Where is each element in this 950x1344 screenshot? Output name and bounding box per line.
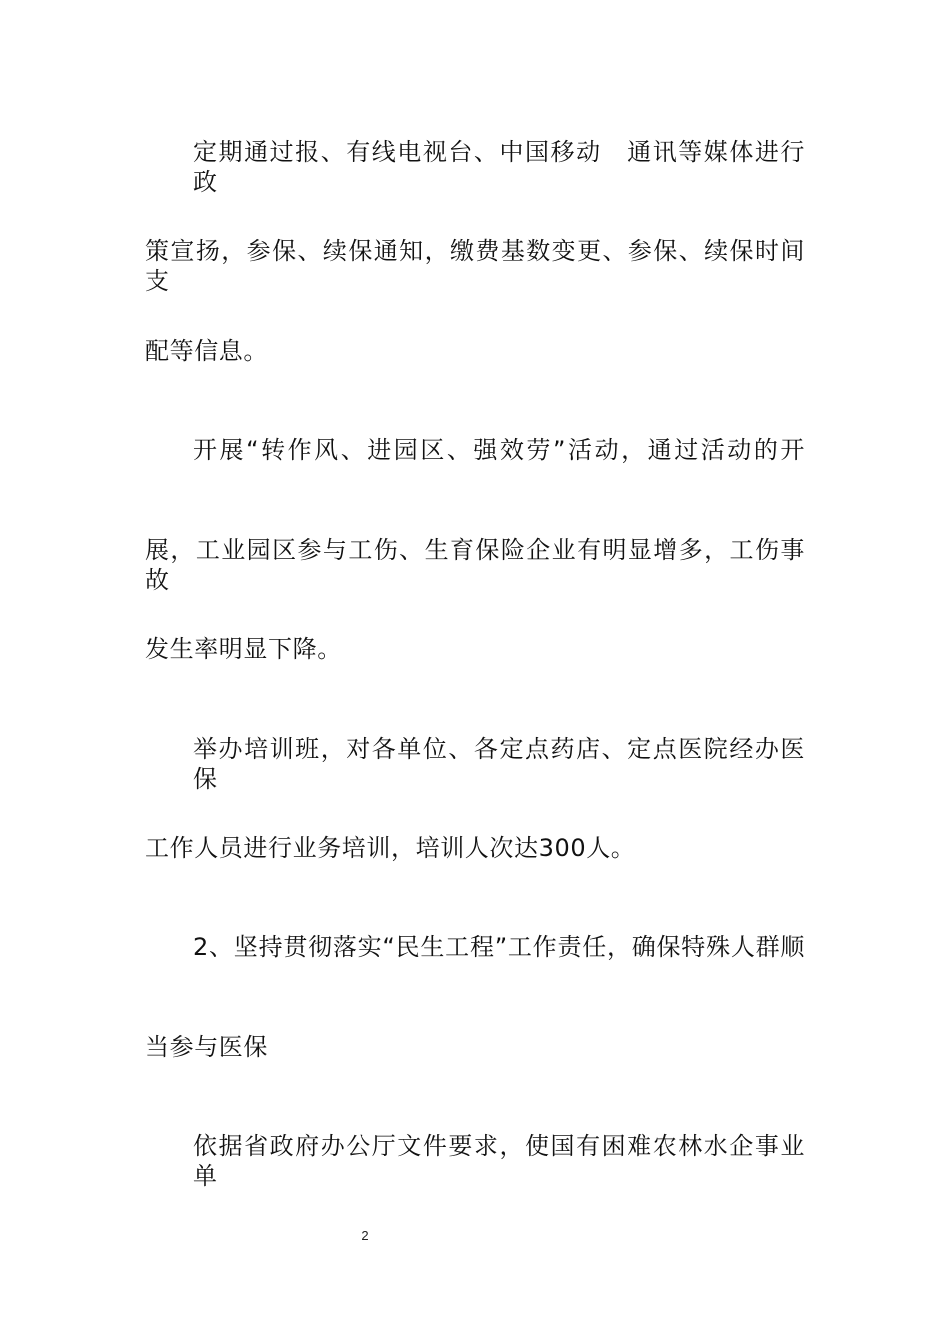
paragraph-1-line-3: 配等信息。 (145, 337, 268, 365)
paragraph-3-line-1: 举办培训班，对各单位、各定点药店、定点医院经办医保 (193, 735, 805, 793)
paragraph-3-line-2: 工作人员进行业务培训，培训人次达300人。 (145, 834, 636, 862)
page-number: 2 (361, 1228, 369, 1243)
paragraph-2-line-1: 开展“转作风、进园区、强效劳”活动，通过活动的开 (193, 436, 805, 464)
section-heading-line-2: 当参与医保 (145, 1033, 268, 1061)
paragraph-2-line-3: 发生率明显下降。 (145, 635, 342, 663)
paragraph-1-line-2: 策宣扬，参保、续保通知，缴费基数变更、参保、续保时间支 (145, 237, 805, 295)
section-heading-line-1: 2、坚持贯彻落实“民生工程”工作责任，确保特殊人群顺 (193, 933, 805, 961)
paragraph-4-line-1: 依据省政府办公厅文件要求，使国有困难农林水企事业单 (193, 1132, 805, 1190)
paragraph-1-line-1: 定期通过报、有线电视台、中国移动 通讯等媒体进行政 (193, 138, 805, 196)
paragraph-2-line-2: 展，工业园区参与工伤、生育保险企业有明显增多，工伤事故 (145, 536, 805, 594)
